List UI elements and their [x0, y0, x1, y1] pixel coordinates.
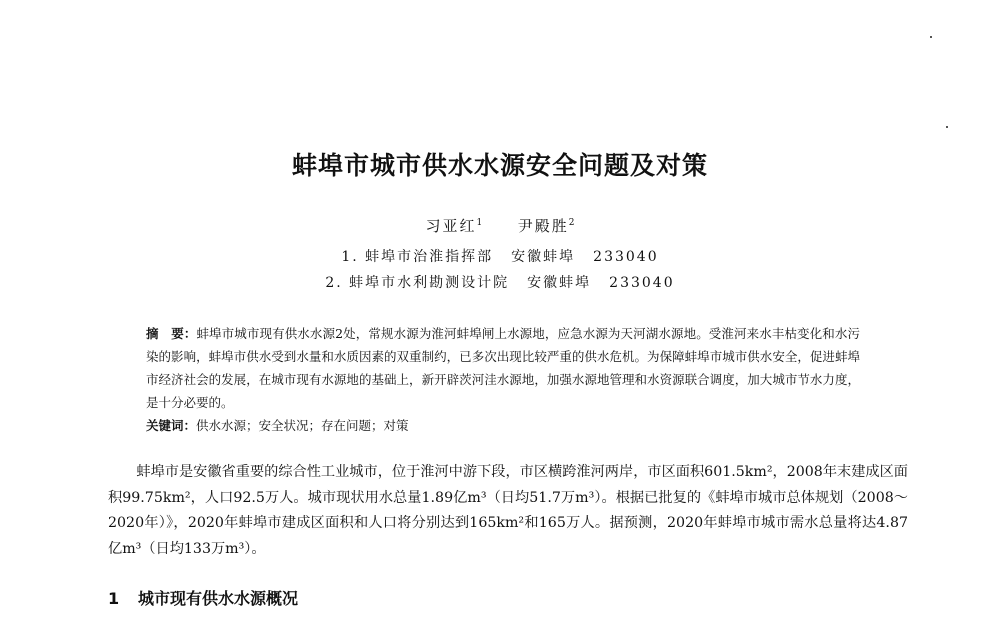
section-heading — [108, 586, 298, 609]
body-paragraph: 蚌埠市是安徽省重要的综合性工业城市，位于淮河中游下段，市区横跨淮河两岸，市区面积601.5km²，2008年末建成区面积99.75km²，人口92.5万人。城市现状用水总量1.89亿m³（日均51.7万m³）。根据已批复的《蚌埠市城市总体规划（2008～2020年）》，2020年蚌埠市建成区面积和人口将分别达到165km²和165万人。据预测，2020年蚌埠市城市需水总量将达4.87亿m³（日均133万m³）。 — [108, 464, 908, 557]
affiliation-index: 1. — [341, 249, 359, 265]
section-number: 1 — [108, 589, 120, 608]
author-affiliation-mark: 1 — [476, 218, 483, 228]
scan-speck — [946, 126, 948, 128]
keywords — [146, 414, 860, 437]
paper-title: 蚌埠市城市供水水源安全问题及对策 — [291, 151, 708, 180]
abstract — [146, 322, 860, 414]
affiliation-postcode: 233040 — [593, 249, 659, 265]
affiliation-org: 蚌埠市治淮指挥部 — [365, 249, 494, 265]
affiliation-index: 2. — [325, 275, 343, 291]
affiliation-postcode: 233040 — [609, 275, 675, 291]
affiliation-place: 安徽蚌埠 — [527, 275, 592, 291]
author-line — [0, 215, 1000, 236]
affiliation-line — [0, 272, 1000, 292]
abstract-label: 摘 要： — [146, 326, 197, 341]
keywords-text: 供水水源；安全状况；存在问题；对策 — [196, 418, 409, 433]
abstract-text: 蚌埠市城市现有供水水源2处，常规水源为淮河蚌埠闸上水源地，应急水源为天河湖水源地。受淮河来水丰枯变化和水污染的影响，蚌埠市供水受到水量和水质因素的双重制约，已多次出现比较严重的供水危机。为保障蚌埠市城市供水安全，促进蚌埠市经济社会的发展，在城市现有水源地的基础上，新开辟茨河洼水源地，加强水源地管理和水资源联合调度，加大城市节水力度，是十分必要的。 — [146, 326, 860, 410]
author-name: 习亚红 — [425, 217, 477, 235]
affiliation-line — [0, 246, 1000, 266]
affiliation-place: 安徽蚌埠 — [511, 249, 576, 265]
scan-speck — [930, 36, 932, 38]
keywords-label: 关键词： — [146, 418, 197, 433]
section-title: 城市现有供水水源概况 — [138, 589, 299, 608]
affiliation-org: 蚌埠市水利勘测设计院 — [349, 275, 510, 291]
author-name: 尹殿胜 — [517, 217, 569, 235]
author-affiliation-mark: 2 — [568, 218, 575, 228]
